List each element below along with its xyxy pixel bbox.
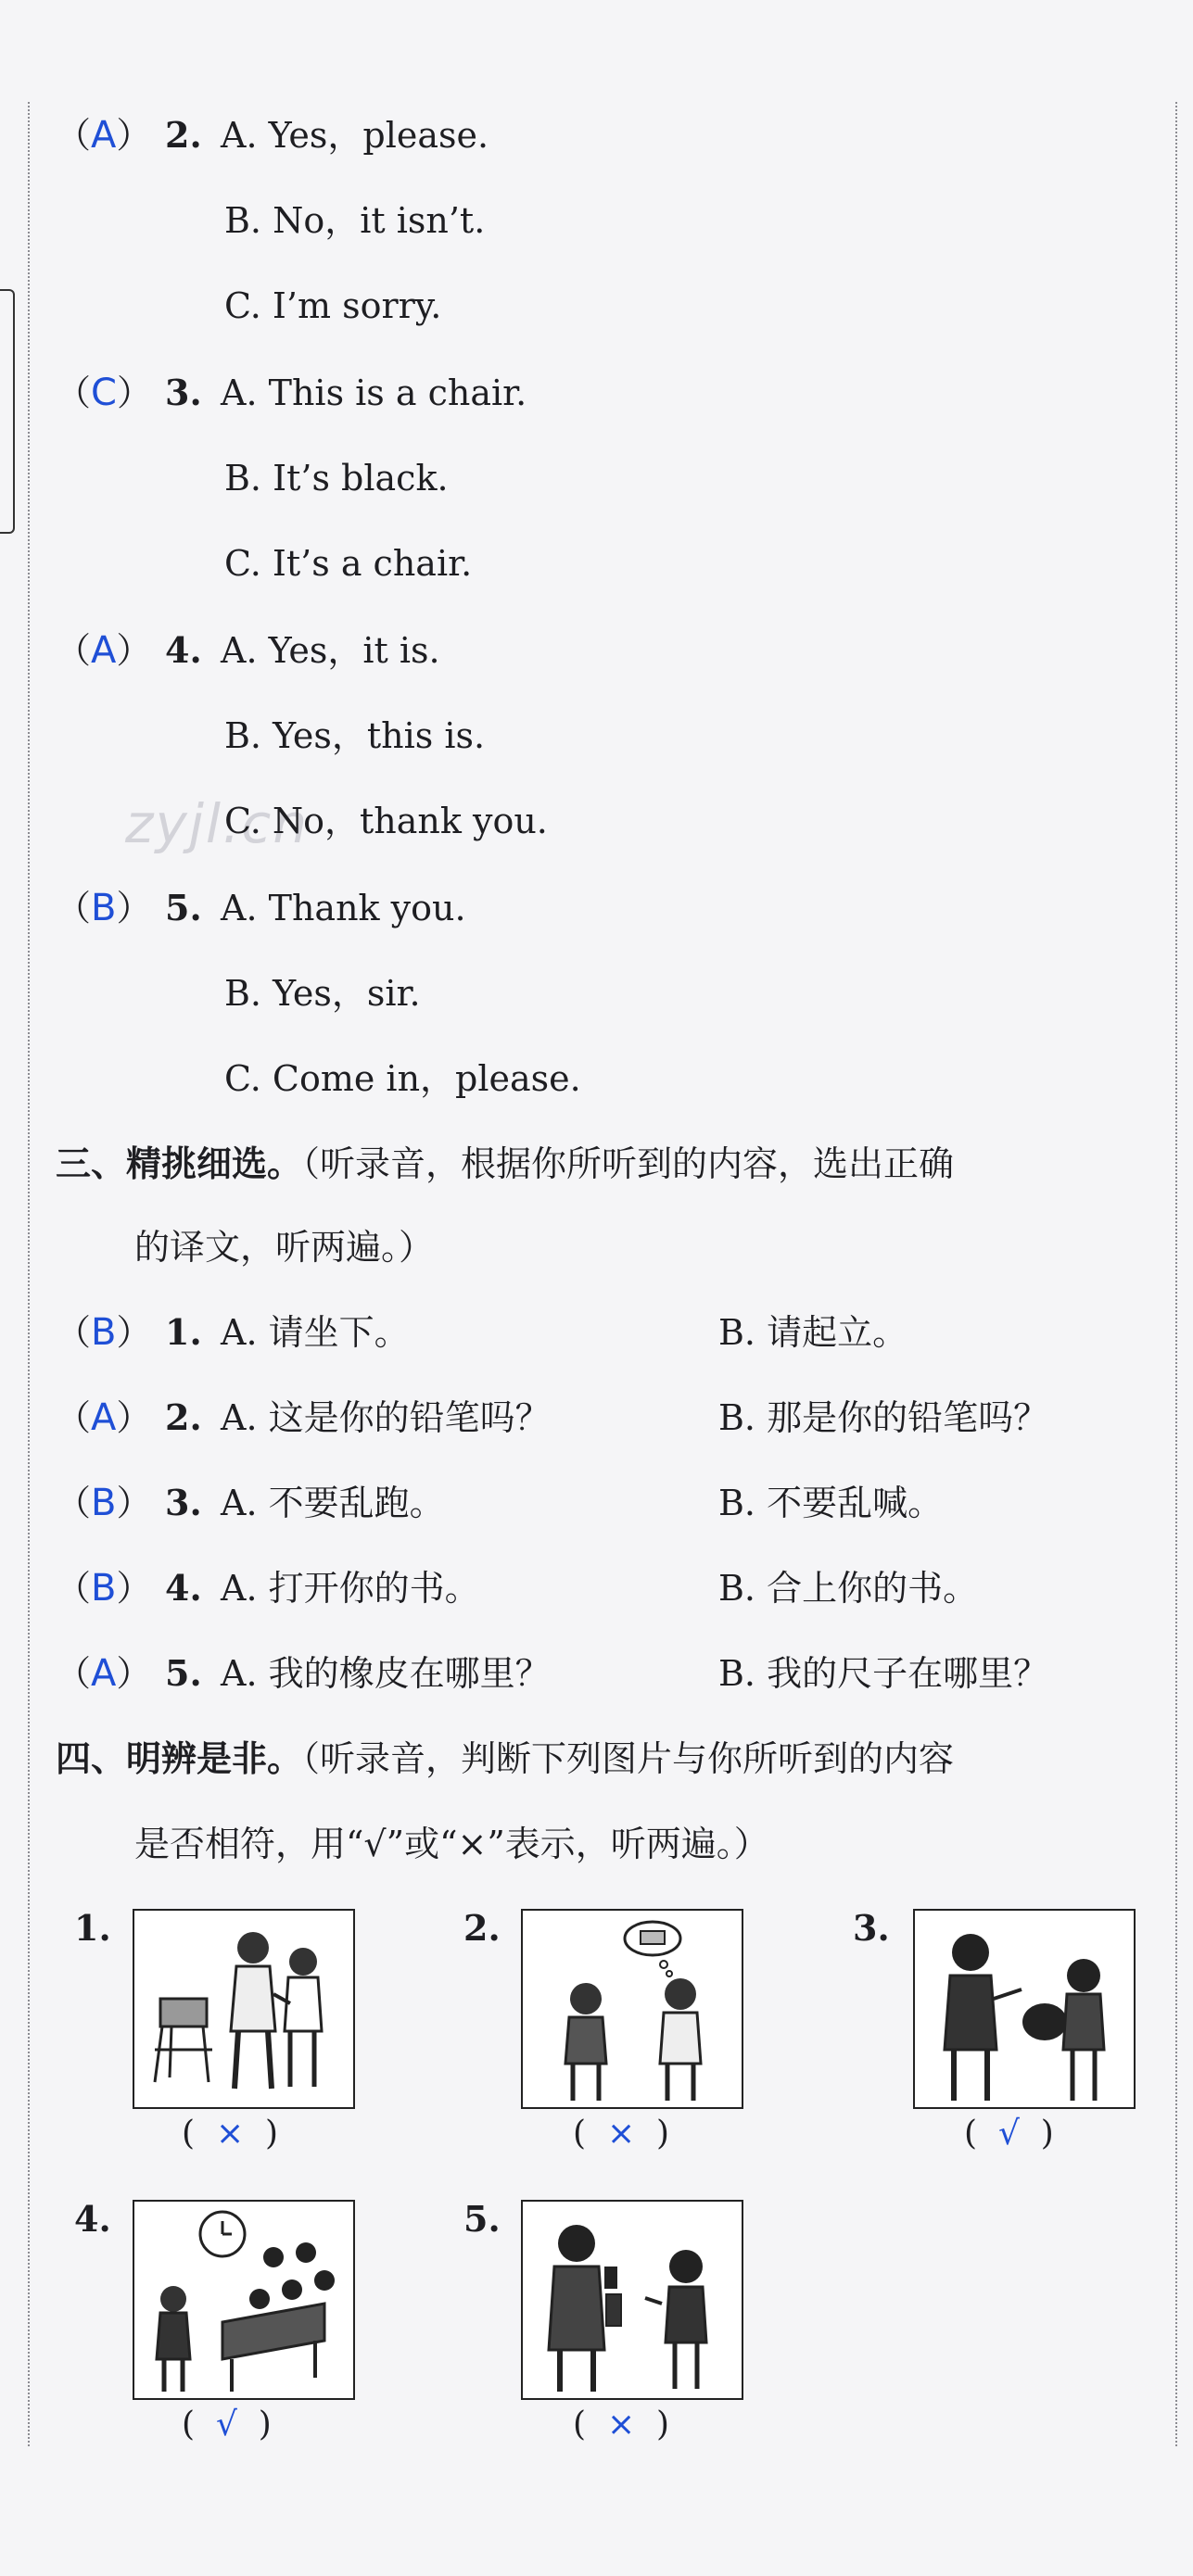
picture-number: 3. bbox=[853, 1907, 890, 1949]
answer-paren: （A） bbox=[56, 1396, 152, 1439]
question-number: 5. bbox=[165, 887, 202, 928]
answer-mark: √ bbox=[997, 2115, 1020, 2153]
s2-q3-option-b: B. It’s black. bbox=[224, 458, 449, 499]
watermark: zyjl.cn bbox=[125, 792, 310, 855]
option-a: A. Thank you. bbox=[221, 888, 466, 928]
answer-paren: （B） bbox=[56, 887, 152, 929]
two-boys-and-chair-illustration bbox=[133, 1909, 355, 2109]
section4-title: 四、明辨是非。 bbox=[56, 1738, 303, 1779]
picture-number: 5. bbox=[463, 2198, 501, 2240]
question-number: 4. bbox=[165, 1567, 202, 1609]
question-number: 1. bbox=[165, 1311, 202, 1353]
option-a: A. 不要乱跑。 bbox=[221, 1483, 445, 1523]
answer-paren: （B） bbox=[56, 1567, 152, 1610]
answer-paren: （A） bbox=[56, 1652, 152, 1695]
answer-value: A bbox=[91, 1652, 117, 1695]
section3-title: 三、精挑细选。 bbox=[56, 1143, 303, 1184]
option-a: A. 打开你的书。 bbox=[221, 1568, 480, 1609]
question-number: 4. bbox=[165, 629, 202, 671]
option-b: B. 合上你的书。 bbox=[718, 1568, 979, 1609]
s2-q4-option-b: B. Yes，this is. bbox=[224, 715, 486, 756]
s2-q3-option-c: C. It’s a chair. bbox=[224, 543, 473, 584]
answer-paren: （B） bbox=[56, 1311, 152, 1354]
s2-q2-option-c: C. I’m sorry. bbox=[224, 285, 442, 326]
answer-value: B bbox=[91, 1311, 117, 1354]
answer-value: A bbox=[91, 1396, 117, 1439]
s2-q4-option-c: C. No，thank you. bbox=[224, 801, 548, 841]
answer-mark: × bbox=[606, 2406, 636, 2443]
answer-paren: （C） bbox=[56, 372, 152, 414]
answer-paren: （A） bbox=[56, 629, 152, 672]
answer-mark: × bbox=[215, 2115, 245, 2153]
boy-showing-phone-to-girl-illustration bbox=[521, 2200, 743, 2400]
section4-instruction-cont: 是否相符，用“√”或“×”表示，听两遍。） bbox=[134, 1824, 769, 1864]
option-b: B. 我的尺子在哪里？ bbox=[718, 1653, 1049, 1694]
s2-q5-option-c: C. Come in，please. bbox=[224, 1058, 581, 1099]
s2-q2-option-b: B. No，it isn’t. bbox=[224, 200, 486, 241]
left-margin-line bbox=[28, 102, 30, 2446]
binding-bracket bbox=[0, 289, 15, 534]
answer-value: B bbox=[91, 1482, 117, 1524]
section3-instruction-cont: 的译文，听两遍。） bbox=[134, 1227, 435, 1268]
s2-q5-option-b: B. Yes，sir. bbox=[224, 973, 421, 1014]
option-a: A. This is a chair. bbox=[221, 373, 527, 413]
answer-mark: × bbox=[606, 2115, 636, 2153]
question-number: 3. bbox=[165, 372, 202, 413]
answer-paren: （B） bbox=[56, 1482, 152, 1524]
answer-value: B bbox=[91, 1567, 117, 1610]
picture-number: 4. bbox=[74, 2198, 111, 2240]
answer-mark: √ bbox=[215, 2406, 237, 2443]
picture-number: 2. bbox=[463, 1907, 501, 1949]
boy-and-girl-with-bag-illustration bbox=[913, 1909, 1136, 2109]
option-a: A. 我的橡皮在哪里？ bbox=[221, 1653, 551, 1694]
picture-answer: ( √ ) bbox=[182, 2406, 272, 2443]
option-b: B. 那是你的铅笔吗？ bbox=[718, 1397, 1049, 1438]
answer-value: B bbox=[91, 887, 117, 929]
section3-instruction: （听录音，根据你所听到的内容，选出正确 bbox=[302, 1143, 955, 1184]
picture-answer: ( × ) bbox=[182, 2115, 279, 2153]
answer-value: C bbox=[91, 372, 117, 414]
option-a: A. 请坐下。 bbox=[221, 1312, 410, 1353]
picture-number: 1. bbox=[74, 1907, 111, 1949]
question-number: 2. bbox=[165, 1396, 202, 1438]
question-number: 2. bbox=[165, 114, 202, 156]
option-b: B. 不要乱喊。 bbox=[718, 1483, 944, 1523]
option-b: B. 请起立。 bbox=[718, 1312, 908, 1353]
option-a: A. Yes，it is. bbox=[221, 630, 440, 671]
question-number: 3. bbox=[165, 1482, 202, 1523]
section3-heading bbox=[56, 1138, 954, 1190]
section4-instruction: （听录音，判断下列图片与你所听到的内容 bbox=[302, 1738, 955, 1779]
section4-heading bbox=[56, 1733, 954, 1785]
picture-answer: ( √ ) bbox=[964, 2115, 1054, 2153]
question-number: 5. bbox=[165, 1652, 202, 1694]
teacher-and-class-with-clock-illustration bbox=[133, 2200, 355, 2400]
answer-value: A bbox=[91, 114, 117, 157]
answer-value: A bbox=[91, 629, 117, 672]
option-a: A. 这是你的铅笔吗？ bbox=[221, 1397, 551, 1438]
picture-answer: ( × ) bbox=[573, 2406, 670, 2443]
right-margin-line bbox=[1175, 102, 1177, 2446]
picture-answer: ( × ) bbox=[573, 2115, 670, 2153]
answer-paren: （A） bbox=[56, 114, 152, 157]
two-boys-thinking-of-eraser-illustration bbox=[521, 1909, 743, 2109]
option-a: A. Yes，please. bbox=[221, 115, 489, 156]
